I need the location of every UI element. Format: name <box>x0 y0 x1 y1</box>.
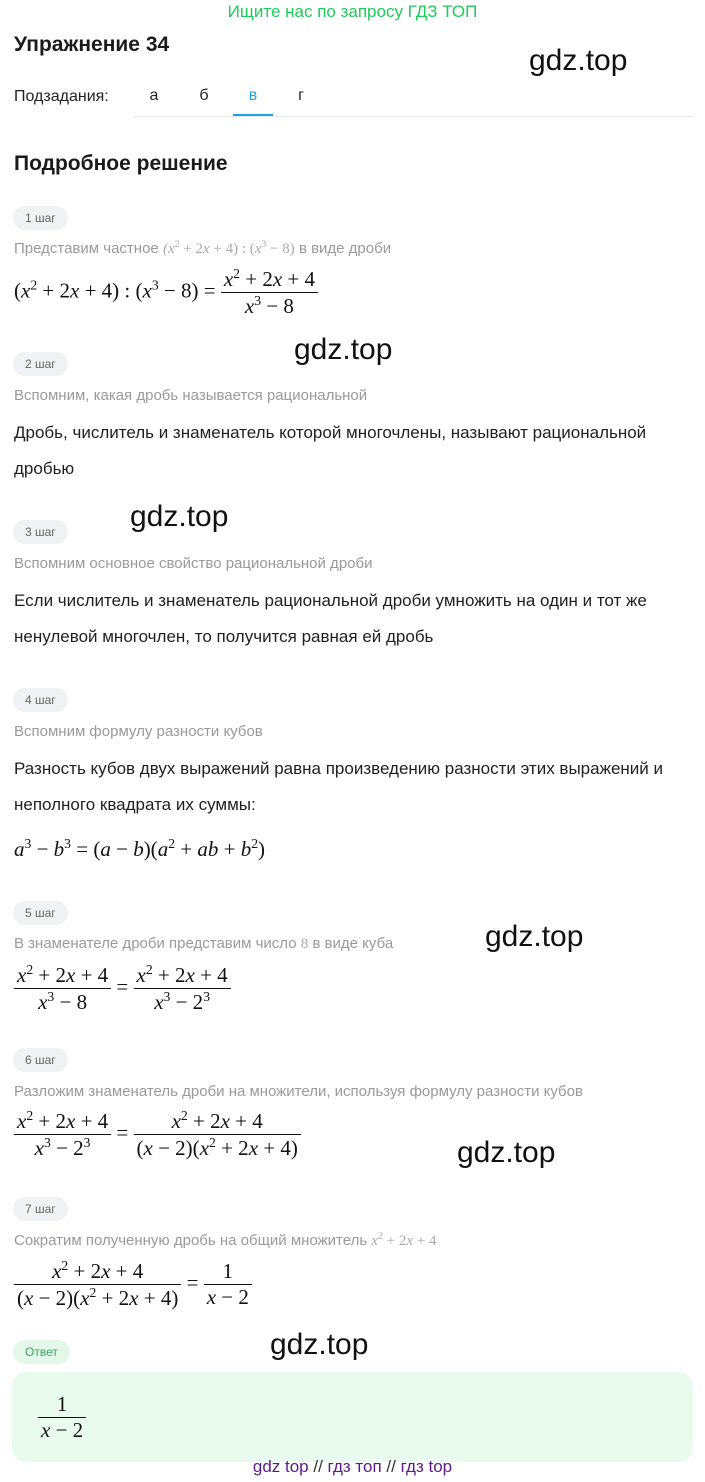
step-desc-1-before: Представим частное <box>14 240 159 257</box>
formula-5: $\frac{x^2 + 2x + 4}{x^3 - 8}$ = $\frac{x^2 + 2x + 4}{x^3 - 2^3}$ <box>14 962 231 1015</box>
formula-1: $(x^2 + 2x + 4)$ : $(x^3 - 8)$ = $\frac{x^2 + 2x + 4}{x^3 - 8}$ <box>14 266 318 319</box>
answer-badge: Ответ <box>13 1340 70 1364</box>
footer-links <box>0 1457 705 1477</box>
tab-g[interactable]: г <box>298 87 304 104</box>
formula-6: $\frac{x^2 + 2x + 4}{x^3 - 2^3}$ = $\frac{x^2 + 2x + 4}{(x - 2)(x^2 + 2x + 4)}$ <box>14 1108 301 1161</box>
step-badge-5: 5 шаг <box>13 901 68 925</box>
tab-a[interactable]: а <box>149 87 159 104</box>
watermark: gdz.top <box>529 44 628 77</box>
watermark: gdz.top <box>294 333 393 366</box>
step-7-expression: $x^2 + 2x + 4$ <box>371 1231 437 1249</box>
answer-box <box>12 1372 693 1462</box>
step-desc-5-before: В знаменателе дроби представим число <box>14 935 297 952</box>
watermark: gdz.top <box>270 1328 369 1361</box>
footer-sep-1: // <box>313 1457 323 1476</box>
step-desc-5-after: в виде куба <box>312 935 394 952</box>
footer-link-2[interactable]: гдз топ <box>327 1457 382 1476</box>
step-desc-7 <box>14 1231 436 1250</box>
step-badge-1: 1 шаг <box>13 206 68 230</box>
step-badge-3: 3 шаг <box>13 520 68 544</box>
step-badge-6: 6 шаг <box>13 1048 68 1072</box>
step-1-expression: $(x^2 + 2x + 4)$ : $(x^3 - 8)$ <box>162 239 295 257</box>
step-badge-4: 4 шаг <box>13 688 68 712</box>
footer-link-3[interactable]: гдз top <box>400 1457 453 1476</box>
step-text-3: Если числитель и знаменатель рациональной дроби умножить на один и тот же ненулевой многочлен, то получится равная ей дробь <box>14 591 647 646</box>
tab-b[interactable]: б <box>199 87 209 104</box>
step-badge-2: 2 шаг <box>13 352 68 376</box>
step-desc-5 <box>14 935 393 953</box>
step-desc-6: Разложим знаменатель дроби на множители, используя формулу разности кубов <box>14 1083 583 1100</box>
watermark: gdz.top <box>457 1136 556 1169</box>
step-text-4: Разность кубов двух выражений равна произведению разности этих выражений и неполного квадрата их суммы: <box>14 759 664 814</box>
step-badge-7: 7 шаг <box>13 1197 68 1221</box>
watermark: gdz.top <box>130 500 229 533</box>
footer-sep-2: // <box>386 1457 396 1476</box>
formula-7: $\frac{x^2 + 2x + 4}{(x - 2)(x^2 + 2x + 4)}$ = $\frac{1}{x - 2}$ <box>14 1258 252 1311</box>
step-desc-1-after: в виде дроби <box>298 240 392 257</box>
watermark: gdz.top <box>485 920 584 953</box>
step-text-2: Дробь, числитель и знаменатель которой многочлены, называют рациональной дробью <box>14 423 647 478</box>
solution-title: Подробное решение <box>14 152 228 175</box>
answer-formula: $\frac{1}{x - 2}$ <box>38 1392 86 1443</box>
step-5-number: 8 <box>300 936 309 952</box>
step-desc-7-text: Сократим полученную дробь на общий множитель <box>14 1232 368 1249</box>
formula-4: $a^3 - b^3 = (a - b)(a^2$ + ab + $b^2$) <box>14 836 266 861</box>
step-desc-4: Вспомним формулу разности кубов <box>14 723 263 740</box>
page-title: Упражнение 34 <box>14 33 170 56</box>
step-desc-2: Вспомним, какая дробь называется рациональной <box>14 387 368 404</box>
footer-link-1[interactable]: gdz top <box>252 1457 309 1476</box>
step-desc-1 <box>14 239 391 258</box>
promo-banner[interactable]: Ищите нас по запросу ГДЗ ТОП <box>227 2 478 21</box>
tabs-divider <box>134 116 693 117</box>
subtasks-label: Подзадания: <box>14 88 109 105</box>
tab-v[interactable]: в <box>233 84 273 116</box>
step-desc-3: Вспомним основное свойство рациональной дроби <box>14 555 373 572</box>
